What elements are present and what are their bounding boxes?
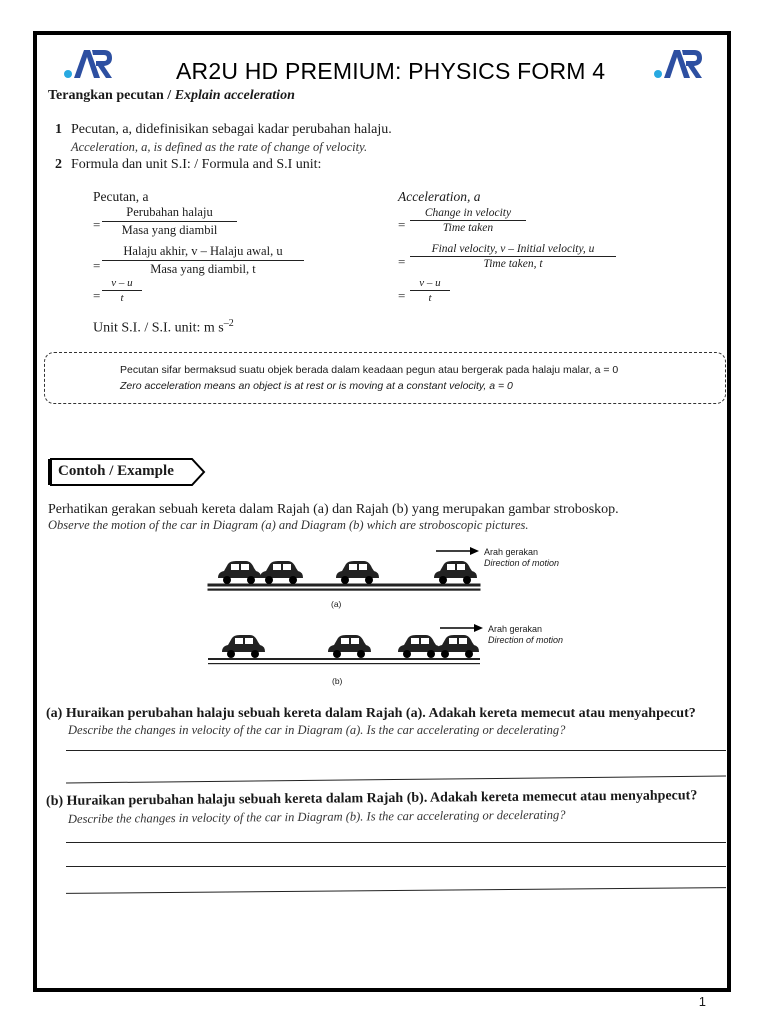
road-lines — [208, 658, 480, 664]
denominator: t — [428, 292, 432, 304]
note-en: Zero acceleration means an object is at rest or is moving at a constant velocity, a = 0 — [120, 380, 513, 392]
formula-ms-label: Pecutan, a — [93, 189, 149, 204]
si-unit-value: m s — [203, 320, 224, 336]
car-icon — [222, 635, 265, 658]
numerator: Final velocity, v – Initial velocity, u — [431, 243, 595, 255]
answer-line — [66, 750, 726, 751]
denominator: Time taken — [442, 222, 494, 234]
formula-ms-fraction-1 — [102, 205, 237, 238]
si-unit-label: Unit S.I. / S.I. unit: — [93, 320, 201, 336]
equals-sign: = — [93, 217, 101, 232]
formula-ms-fraction-3 — [102, 277, 142, 304]
answer-line — [66, 866, 726, 867]
diagram-b-label: (b) — [332, 676, 343, 686]
direction-label-ms: Arah gerakan — [488, 624, 543, 634]
direction-label-en: Direction of motion — [484, 558, 560, 568]
numerator: Halaju akhir, v – Halaju awal, u — [123, 244, 283, 258]
direction-label-ms: Arah gerakan — [484, 547, 539, 557]
zero-acceleration-note — [44, 352, 726, 404]
point1-en: Acceleration, a, is defined as the rate of change of velocity. — [71, 140, 368, 154]
point1-ms: Pecutan, a, didefinisikan sebagai kadar perubahan halaju. — [71, 122, 392, 137]
numerator: v – u — [111, 277, 133, 289]
car-icon — [328, 635, 371, 658]
example-intro-en: Observe the motion of the car in Diagram (a) and Diagram (b) which are stroboscopic pictures. — [48, 518, 529, 532]
car-icon — [336, 561, 379, 584]
formula-en-fraction-3 — [410, 277, 450, 304]
si-unit-exponent: –2 — [223, 318, 234, 329]
denominator: Masa yang diambil, t — [150, 262, 256, 276]
example-intro-ms: Perhatikan gerakan sebuah kereta dalam Rajah (a) dan Rajah (b) yang merupakan gambar stroboskop. — [48, 502, 619, 517]
car-icon — [218, 561, 261, 584]
denominator: Time taken, t — [483, 258, 543, 270]
ar-logo-right — [652, 44, 704, 84]
question-b-ms: (b) Huraikan perubahan halaju sebuah kereta dalam Rajah (b). Adakah kereta memecut atau menyahpecut? — [45, 788, 698, 809]
section-heading-ms: Terangkan pecutan — [48, 88, 164, 103]
si-unit — [93, 318, 234, 337]
formula-en-label: Acceleration, a — [398, 189, 481, 204]
car-icon — [260, 561, 303, 584]
car-icon — [398, 635, 441, 658]
note-ms: Pecutan sifar bermaksud suatu objek berada dalam keadaan pegun atau bergerak pada halaju malar, a = 0 — [120, 364, 619, 376]
equals-sign: = — [398, 217, 406, 232]
heading-separator: / — [167, 88, 172, 103]
equals-sign: = — [93, 288, 101, 303]
page-number: 1 — [698, 994, 706, 1009]
road-lines — [208, 584, 480, 590]
answer-line — [66, 842, 726, 843]
example-tag: Contoh / Example — [58, 463, 174, 479]
point-number-2: 2 — [55, 157, 62, 172]
ar-logo-left — [62, 44, 114, 84]
equals-sign: = — [398, 288, 406, 303]
arrow-right-icon — [440, 623, 484, 633]
section-heading — [48, 88, 295, 104]
point2-text: Formula dan unit S.I: / Formula and S.I unit: — [71, 157, 322, 172]
question-a-en: Describe the changes in velocity of the car in Diagram (a). Is the car accelerating or decelerating? — [68, 723, 566, 737]
car-icon — [436, 635, 479, 658]
point-number-1: 1 — [55, 122, 62, 137]
question-b-en: Describe the changes in velocity of the car in Diagram (b). Is the car accelerating or decelerating? — [67, 807, 566, 826]
page-title: AR2U HD PREMIUM: PHYSICS FORM 4 — [176, 58, 606, 84]
diagram-a-label: (a) — [331, 599, 342, 609]
formula-en-fraction-1 — [410, 207, 526, 234]
denominator: t — [120, 292, 124, 304]
numerator: v – u — [419, 277, 441, 289]
car-icon — [434, 561, 477, 584]
arrow-right-icon — [436, 546, 480, 556]
formula-en-fraction-2 — [410, 243, 616, 270]
denominator: Masa yang diambil — [121, 223, 218, 237]
section-heading-en: Explain acceleration — [174, 88, 295, 103]
direction-label-en: Direction of motion — [488, 635, 564, 645]
numerator: Change in velocity — [424, 207, 512, 219]
equals-sign: = — [93, 258, 101, 273]
stroboscope-diagram-b — [206, 628, 482, 676]
formula-ms-fraction-2 — [102, 244, 304, 277]
equals-sign: = — [398, 254, 406, 269]
question-a-ms: (a) Huraikan perubahan halaju sebuah kereta dalam Rajah (a). Adakah kereta memecut atau menyahpecut? — [46, 706, 696, 721]
numerator: Perubahan halaju — [126, 205, 213, 219]
